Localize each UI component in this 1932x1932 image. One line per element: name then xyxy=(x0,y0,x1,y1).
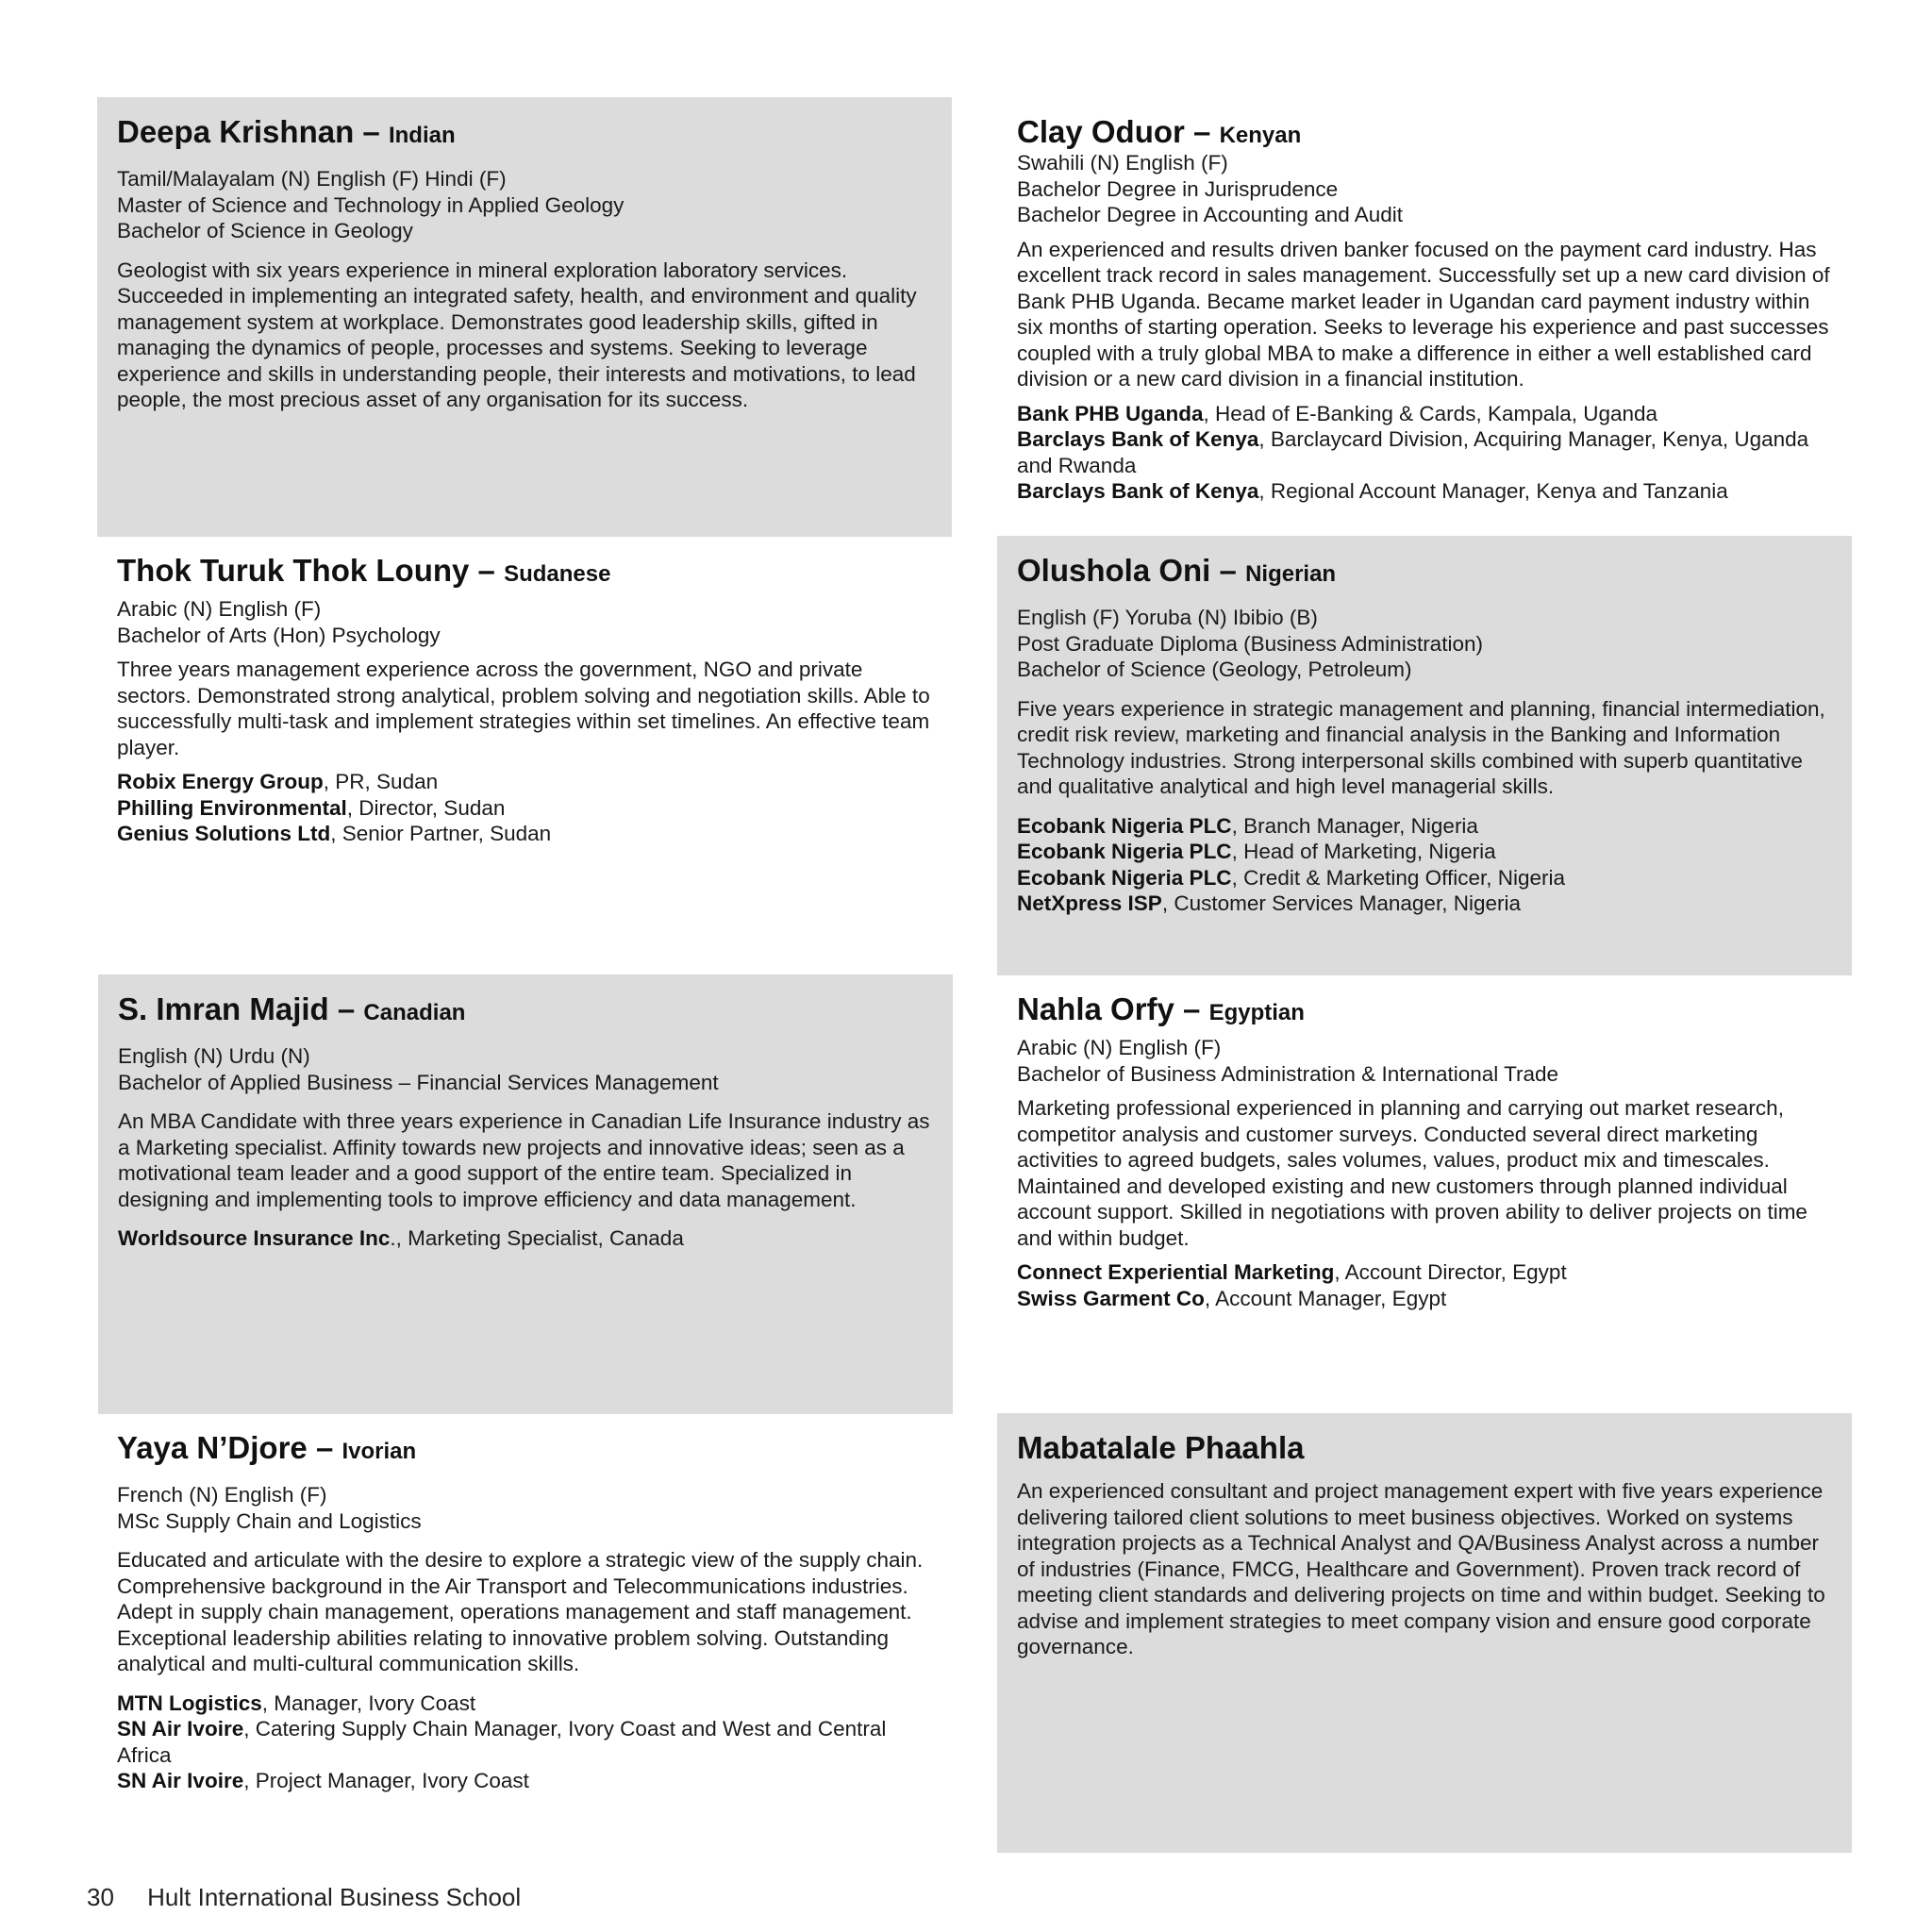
experience-item: Ecobank Nigeria PLC, Credit & Marketing Officer, Nigeria xyxy=(1017,865,1566,890)
profile-details: English (F) Yoruba (N) Ibibio (B) Post Graduate Diploma (Business Administration) Bachelor of Science (Geology, Petroleum) xyxy=(1017,606,1483,681)
profile-nationality: Nigerian xyxy=(1245,561,1337,587)
profile-experience xyxy=(1017,813,1833,917)
profile-card-thok-turuk-thok-louny xyxy=(97,536,952,975)
profile-experience xyxy=(1017,401,1833,505)
profile-name: Clay Oduor – Kenyan xyxy=(1017,114,1302,149)
profile-details: Swahili (N) English (F) Bachelor Degree in Jurisprudence Bachelor Degree in Accounting and Audit xyxy=(1017,151,1404,226)
page-footer xyxy=(87,1883,521,1912)
profile-details: Tamil/Malayalam (N) English (F) Hindi (F) Master of Science and Technology in Applied Geology Bachelor of Science in Geology xyxy=(117,167,625,242)
profile-summary: Geologist with six years experience in mineral exploration laboratory services. Succeeded in implementing an integrated safety, health, and environment and quality management system at workplace. Demonstrates good leadership skills, gifted in managing the dynamics of people, processes and systems. Seeking to leverage experience and skills in understanding people, their interests and motivations, to lead people, the most precious asset of any organisation for its success. xyxy=(117,258,917,411)
profile-card-nahla-orfy xyxy=(997,974,1852,1414)
profile-card-yaya-ndjore xyxy=(97,1413,952,1853)
profile-card-olushola-oni xyxy=(997,536,1852,975)
page-number: 30 xyxy=(87,1883,114,1911)
profile-experience xyxy=(117,769,933,847)
experience-item: SN Air Ivoire, Project Manager, Ivory Coast xyxy=(117,1769,529,1792)
profile-details: Arabic (N) English (F) Bachelor of Business Administration & International Trade xyxy=(1017,1036,1559,1086)
profile-card-s-imran-majid xyxy=(98,974,953,1414)
profile-name: S. Imran Majid – Canadian xyxy=(118,991,466,1026)
experience-item: Swiss Garment Co, Account Manager, Egypt xyxy=(1017,1286,1447,1310)
profile-card-deepa-krishnan xyxy=(97,97,952,537)
profile-summary: An experienced consultant and project management expert with five years experience delivering tailored client solutions to meet business objectives. Worked on systems integration projects as a Technical Analyst and QA/Business Analyst across a number of industries (Finance, FMCG, Healthcare and Government). Proven track record of meeting client standards and delivering projects on time and within budget. Seeking to advise and implement strategies to meet company vision and ensure good corporate governance. xyxy=(1017,1479,1825,1658)
experience-item: SN Air Ivoire, Catering Supply Chain Manager, Ivory Coast and West and Central Africa xyxy=(117,1717,887,1767)
experience-item: Worldsource Insurance Inc., Marketing Specialist, Canada xyxy=(118,1226,684,1250)
profile-experience xyxy=(117,1690,933,1794)
experience-item: Ecobank Nigeria PLC, Head of Marketing, Nigeria xyxy=(1017,840,1496,863)
experience-item: Ecobank Nigeria PLC, Branch Manager, Nigeria xyxy=(1017,813,1478,838)
profile-summary: Marketing professional experienced in planning and carrying out market research, competitor analysis and customer surveys. Conducted several direct marketing activities to agreed budgets, sales volumes, values, product mix and timescales. Maintained and developed existing and new customers through planned individual account support. Skilled in negotiations with proven ability to deliver projects on time and within budget. xyxy=(1017,1096,1807,1250)
profile-summary: Educated and articulate with the desire to explore a strategic view of the supply chain. Comprehensive background in the Air Transport and Telecommunications industries. Adept in supply chain management, operations management and staff management. Exceptional leadership abilities relating to innovative problem solving. Outstanding analytical and multi-cultural communication skills. xyxy=(117,1548,924,1675)
profile-summary: Five years experience in strategic management and planning, financial intermediation, credit risk review, marketing and financial analysis in the Banking and Information Technology industries. Strong interpersonal skills combined with superb quantitative and qualitative analytical and high level managerial skills. xyxy=(1017,696,1825,798)
profile-nationality: Kenyan xyxy=(1219,123,1302,148)
experience-item: Bank PHB Uganda, Head of E-Banking & Cards, Kampala, Uganda xyxy=(1017,401,1658,425)
profile-name: Yaya N’Djore – Ivorian xyxy=(117,1430,417,1465)
profile-nationality: Indian xyxy=(388,123,456,148)
profile-summary: Three years management experience across the government, NGO and private sectors. Demonstrated strong analytical, problem solving and negotiation skills. Able to successfully multi-task and implement strategies within set timelines. An effective team player. xyxy=(117,658,930,759)
experience-item: Barclays Bank of Kenya, Regional Account Manager, Kenya and Tanzania xyxy=(1017,479,1728,503)
profile-card-mabatalale-phaahla xyxy=(997,1413,1852,1853)
profile-experience xyxy=(118,1225,934,1252)
experience-item: Philling Environmental, Director, Sudan xyxy=(117,795,506,820)
profile-details: English (N) Urdu (N) Bachelor of Applied Business – Financial Services Management xyxy=(118,1044,719,1094)
profile-name: Mabatalale Phaahla xyxy=(1017,1430,1305,1465)
profile-summary: An MBA Candidate with three years experience in Canadian Life Insurance industry as a Marketing specialist. Affinity towards new projects and innovative ideas; seen as a motivational team leader and a good support of the entire team. Specialized in designing and implementing tools to improve efficiency and data management. xyxy=(118,1109,930,1211)
profile-nationality: Sudanese xyxy=(504,561,611,587)
experience-item: Connect Experiential Marketing, Account Director, Egypt xyxy=(1017,1260,1567,1284)
profile-details: French (N) English (F) MSc Supply Chain and Logistics xyxy=(117,1483,422,1533)
profile-experience xyxy=(1017,1259,1833,1311)
profile-card-clay-oduor xyxy=(997,97,1852,537)
profile-nationality: Egyptian xyxy=(1208,1000,1305,1025)
profile-nationality: Ivorian xyxy=(341,1439,417,1464)
profile-name: Olushola Oni – Nigerian xyxy=(1017,553,1337,588)
profile-name: Deepa Krishnan – Indian xyxy=(117,114,456,149)
profile-name: Thok Turuk Thok Louny – Sudanese xyxy=(117,553,611,588)
experience-item: NetXpress ISP, Customer Services Manager, Nigeria xyxy=(1017,891,1521,915)
profile-name: Nahla Orfy – Egyptian xyxy=(1017,991,1305,1026)
profile-summary: An experienced and results driven banker focused on the payment card industry. Has excellent track record in sales management. Successfully set up a new card division of Bank PHB Uganda. Became market leader in Ugandan card payment industry within six months of starting operation. Seeks to leverage his experience and past successes coupled with a truly global MBA to make a difference in either a well established card division or a new card division in a financial institution. xyxy=(1017,237,1830,391)
experience-item: Barclays Bank of Kenya, Barclaycard Division, Acquiring Manager, Kenya, Uganda and Rwanda xyxy=(1017,427,1809,477)
profile-nationality: Canadian xyxy=(363,1000,466,1025)
experience-item: MTN Logistics, Manager, Ivory Coast xyxy=(117,1690,476,1715)
publication-name: Hult International Business School xyxy=(147,1883,522,1911)
experience-item: Genius Solutions Ltd, Senior Partner, Sudan xyxy=(117,822,552,845)
profile-details: Arabic (N) English (F) Bachelor of Arts (Hon) Psychology xyxy=(117,597,441,647)
experience-item: Robix Energy Group, PR, Sudan xyxy=(117,770,439,793)
